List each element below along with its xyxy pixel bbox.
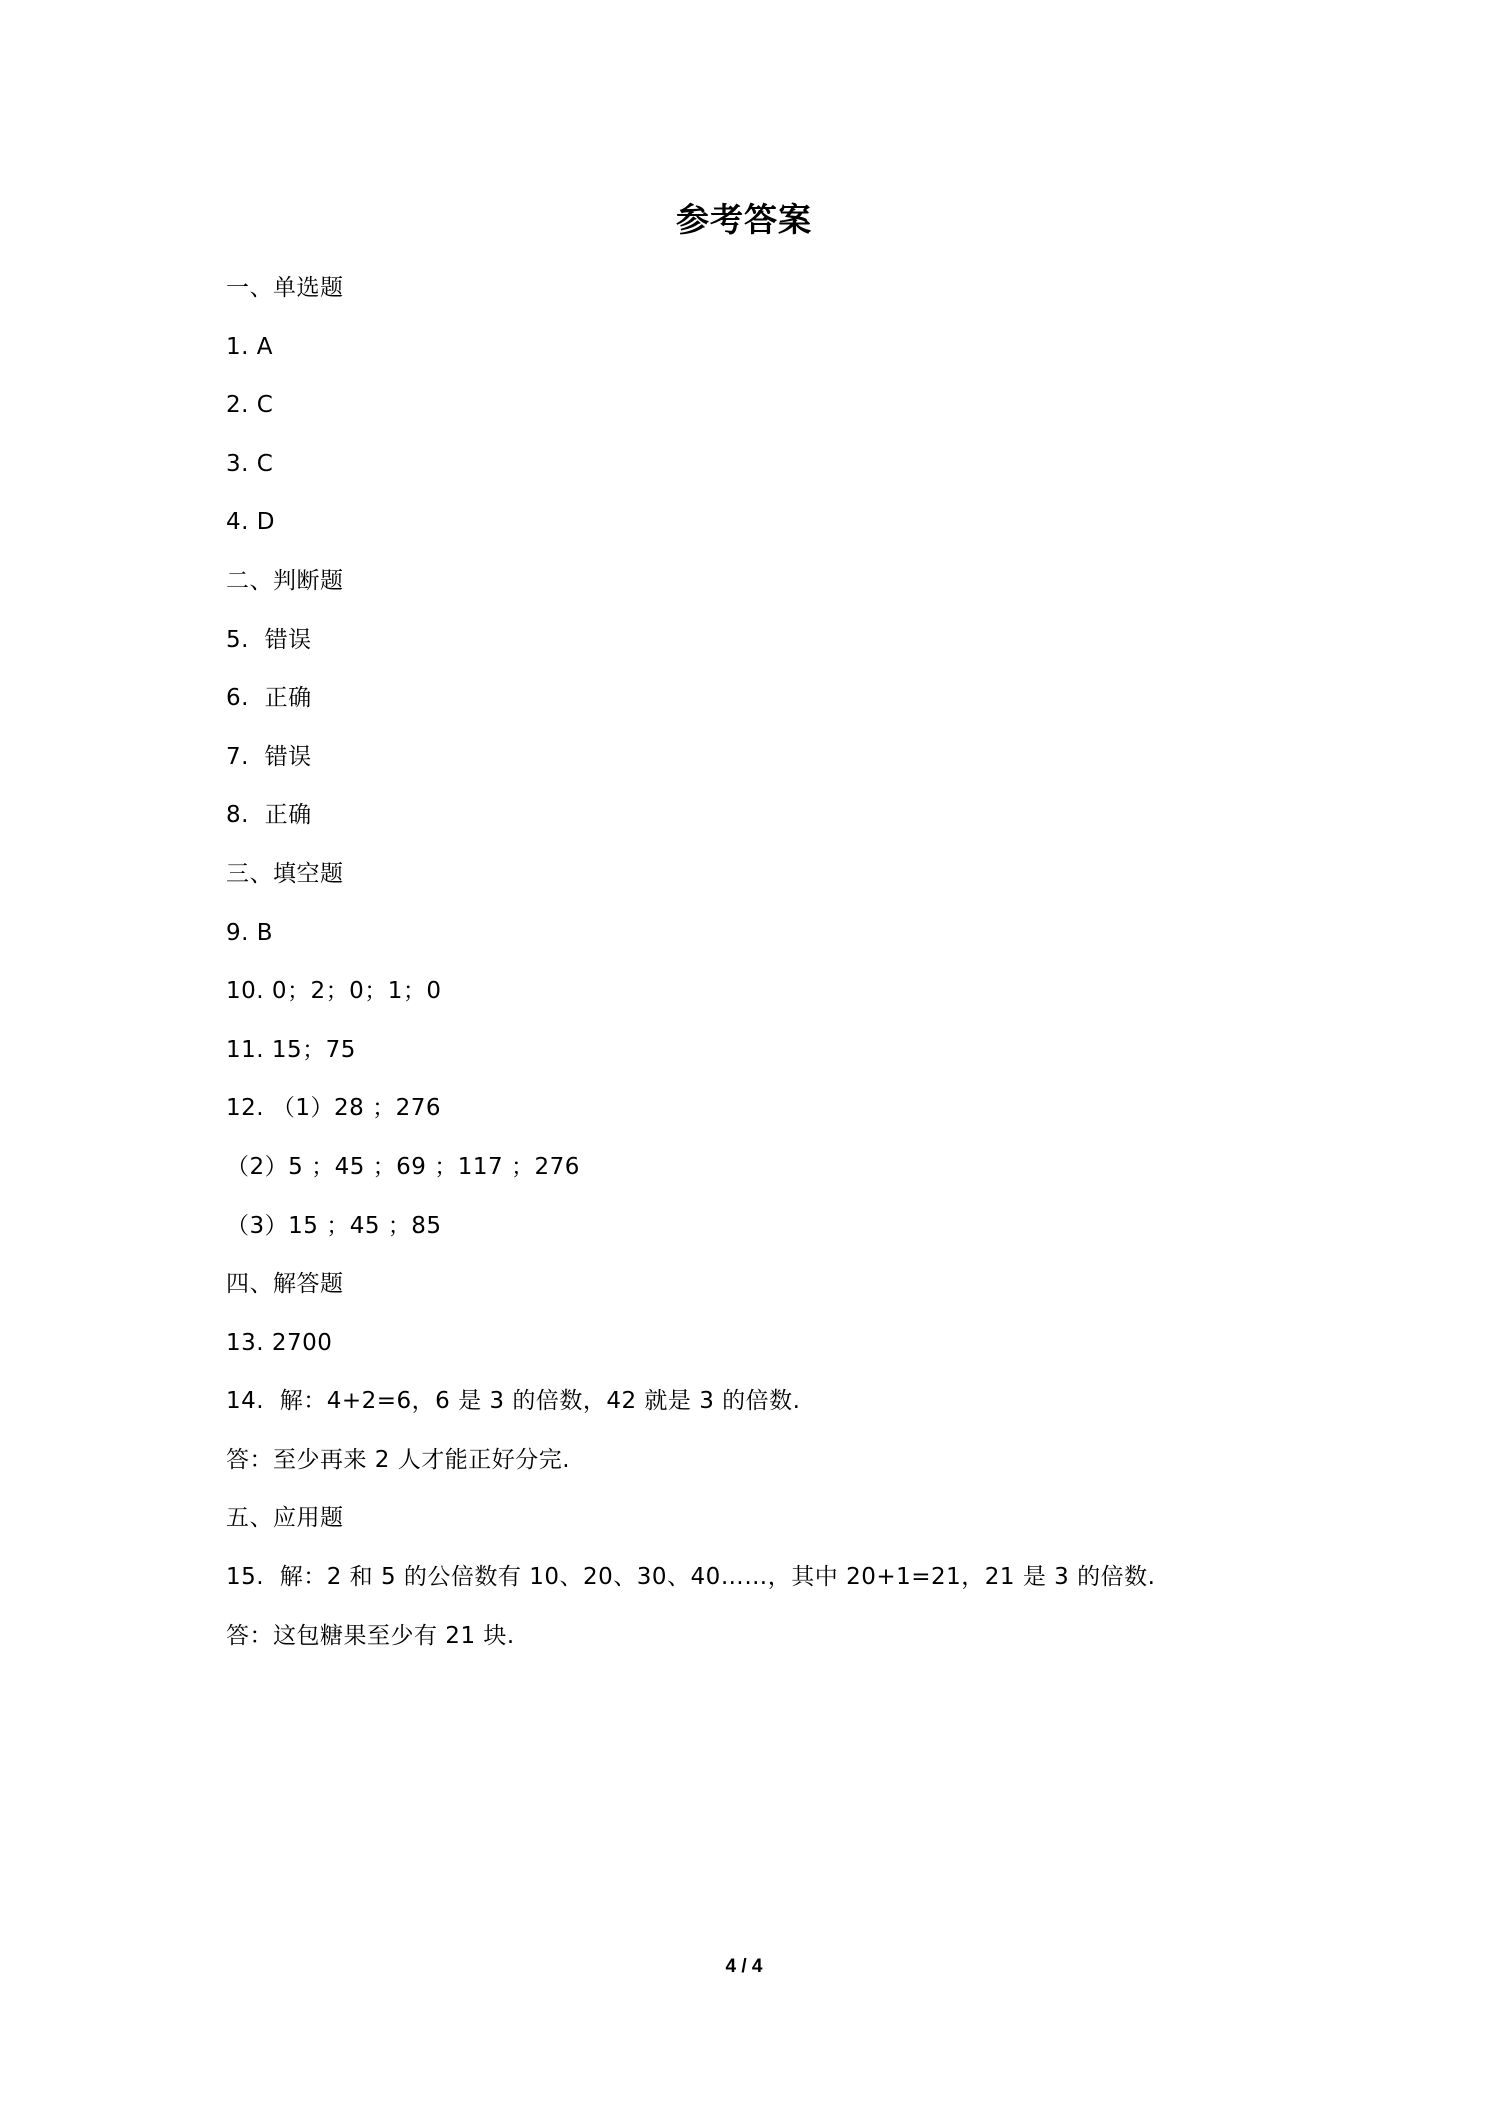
answer-line: 答：至少再来 2 人才能正好分完. [226, 1446, 571, 1473]
section-heading: 五、应用题 [226, 1505, 344, 1532]
answer-line: 9. B [226, 919, 274, 946]
answer-content [226, 266, 1276, 1672]
answer-line: 10. 0；2；0；1；0 [226, 978, 442, 1005]
answer-line: 14. 解：4+2=6，6 是 3 的倍数，42 就是 3 的倍数. [226, 1388, 801, 1415]
answer-line: 6. 正确 [226, 685, 312, 712]
section-heading: 二、判断题 [226, 567, 344, 594]
answer-line: 11. 15；75 [226, 1036, 356, 1063]
page-title: 参考答案 [676, 200, 812, 239]
answer-line: 13. 2700 [226, 1329, 333, 1356]
answer-line: 答：这包糖果至少有 21 块. [226, 1622, 515, 1649]
answer-line: 4. D [226, 509, 275, 536]
answer-line: （3）15 ；45 ；85 [226, 1212, 442, 1239]
answer-line: 7. 错误 [226, 743, 312, 770]
answer-line: 1. A [226, 333, 273, 360]
section-heading: 四、解答题 [226, 1271, 344, 1298]
answer-line: 15. 解：2 和 5 的公倍数有 10、20、30、40……，其中 20+1=21，21 是 3 的倍数. [226, 1564, 1156, 1591]
answer-line: 8. 正确 [226, 802, 312, 829]
answer-line: （2）5 ；45 ；69 ；117 ；276 [226, 1153, 580, 1180]
section-heading: 一、单选题 [226, 275, 344, 301]
section-heading: 三、填空题 [226, 860, 344, 887]
answer-line: 5. 错误 [226, 626, 312, 653]
answer-line: 12. （1）28 ；276 [226, 1095, 441, 1122]
page-number: 4 / 4 [725, 1956, 763, 1977]
answer-line: 2. C [226, 392, 274, 419]
answer-line: 3. C [226, 450, 274, 477]
